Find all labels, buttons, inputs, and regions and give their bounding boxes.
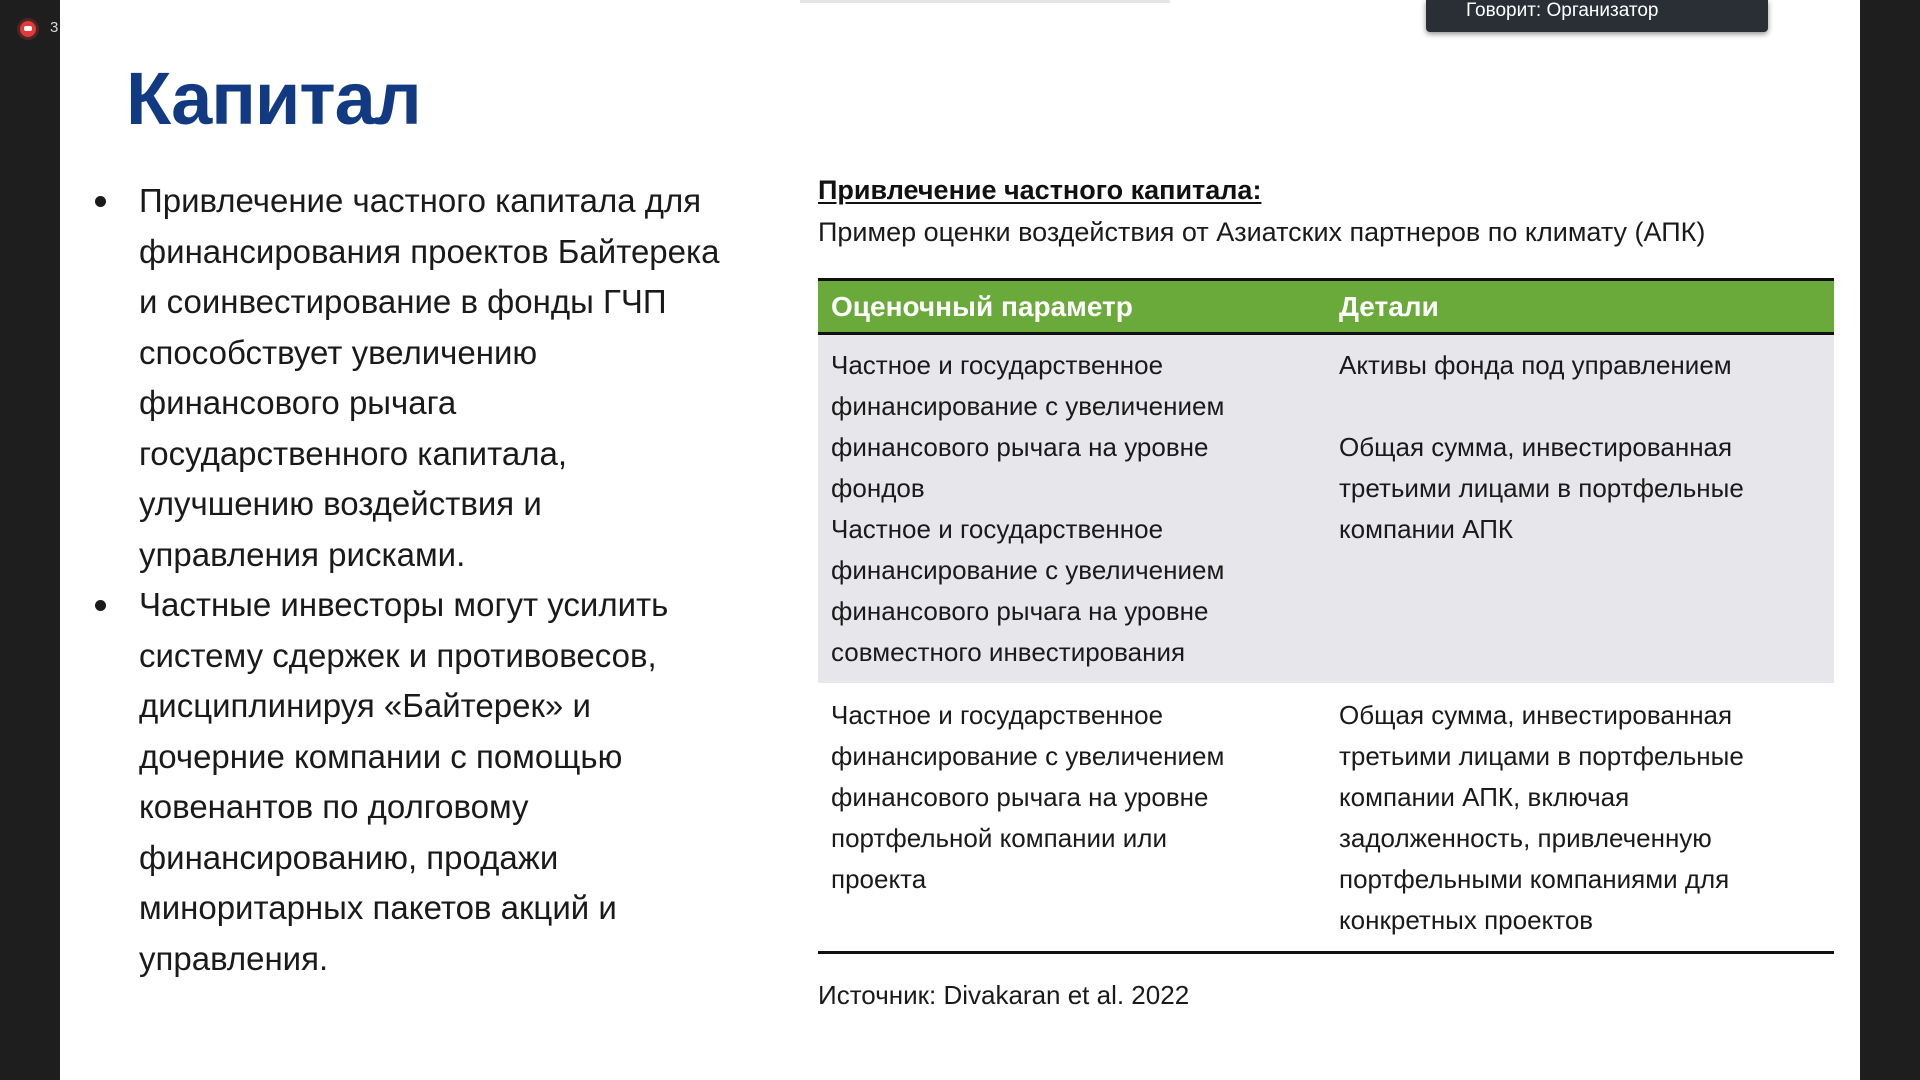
cell-line: Активы фонда под управлением	[1339, 350, 1732, 380]
bullet-line: государственного капитала,	[139, 434, 567, 472]
cell-line: финансового рычага на уровне	[831, 596, 1209, 626]
details-cell	[1326, 683, 1834, 953]
cell-line: финансового рычага на уровне	[831, 432, 1209, 462]
cell-line: третьими лицами в портфельные	[1339, 473, 1744, 503]
bullet-line: способствует увеличению	[139, 333, 538, 371]
cell-line: портфельными компаниями для	[1339, 864, 1730, 894]
bullet-item	[87, 176, 817, 580]
bullet-dot-icon	[95, 600, 106, 611]
table-row	[818, 334, 1834, 684]
bullet-item	[87, 580, 817, 984]
source-citation: Источник: Divakaran et al. 2022	[818, 980, 1190, 1010]
evaluation-table	[818, 278, 1834, 954]
share-toolbar-edge	[800, 0, 1170, 3]
shared-slide	[60, 0, 1860, 1080]
bullet-line: улучшению воздействия и	[139, 485, 542, 522]
cell-line: компании АПК	[1339, 514, 1514, 544]
cell-line: финансирование с увеличением	[831, 391, 1225, 421]
table-subheading: Пример оценки воздействия от Азиатских партнеров по климату (АПК)	[818, 217, 1706, 247]
column-header-details: Детали	[1326, 280, 1834, 334]
bullet-list	[87, 176, 817, 984]
cell-line: компании АПК, включая	[1339, 782, 1630, 812]
cell-line: Частное и государственное	[831, 700, 1164, 730]
cell-line: финансового рычага на уровне	[831, 782, 1209, 812]
recording-icon[interactable]	[20, 21, 36, 37]
bullet-line: и соинвестирование в фонды ГЧП	[139, 283, 667, 320]
parameter-cell	[818, 334, 1326, 684]
cell-line: фондов	[831, 473, 925, 503]
bullet-dot-icon	[95, 196, 106, 207]
bullet-line: финансового рычага	[139, 384, 457, 421]
bullet-line: Привлечение частного капитала для	[139, 182, 702, 219]
table-heading: Привлечение частного капитала:	[818, 175, 1262, 205]
cell-line: проекта	[831, 864, 927, 894]
bullet-line: систему сдержек и противовесов,	[139, 636, 657, 674]
parameter-cell	[818, 683, 1326, 953]
cell-line: Общая сумма, инвестированная	[1339, 700, 1733, 730]
table-row	[818, 683, 1834, 953]
cell-line: Общая сумма, инвестированная	[1339, 432, 1733, 462]
bullet-line: финансированию, продажи	[139, 838, 559, 876]
details-cell	[1326, 334, 1834, 684]
cell-line: финансирование с увеличением	[831, 555, 1225, 585]
bullet-line: управления рисками.	[139, 535, 466, 573]
cell-line: совместного инвестирования	[831, 637, 1186, 667]
active-speaker-label: Говорит: Организатор	[1466, 0, 1659, 21]
cell-line: Частное и государственное	[831, 514, 1164, 544]
cell-line: конкретных проектов	[1339, 905, 1594, 935]
active-speaker-indicator	[1426, 0, 1768, 32]
bullet-line: управления.	[139, 939, 329, 977]
participant-count: 3	[50, 19, 59, 36]
cell-line: финансирование с увеличением	[831, 741, 1225, 771]
cell-line: третьими лицами в портфельные	[1339, 741, 1744, 771]
bullet-line: миноритарных пакетов акций и	[139, 889, 617, 926]
bullet-line: дисциплинируя «Байтерек» и	[139, 687, 591, 724]
cell-line: портфельной компании или	[831, 823, 1167, 853]
cell-line: Частное и государственное	[831, 350, 1164, 380]
cell-spacer	[1339, 386, 1821, 427]
slide-title: Капитал	[126, 57, 421, 140]
bullet-line: Частные инвесторы могут усилить	[139, 586, 669, 623]
right-frame-edge	[1860, 0, 1920, 1080]
bullet-line: финансирования проектов Байтерека	[139, 232, 720, 270]
column-header-parameter: Оценочный параметр	[818, 280, 1326, 334]
bullet-line: ковенантов по долговому	[139, 788, 529, 825]
bullet-line: дочерние компании с помощью	[139, 737, 623, 775]
cell-line: задолженность, привлеченную	[1339, 823, 1712, 853]
table-header-row	[818, 280, 1834, 334]
